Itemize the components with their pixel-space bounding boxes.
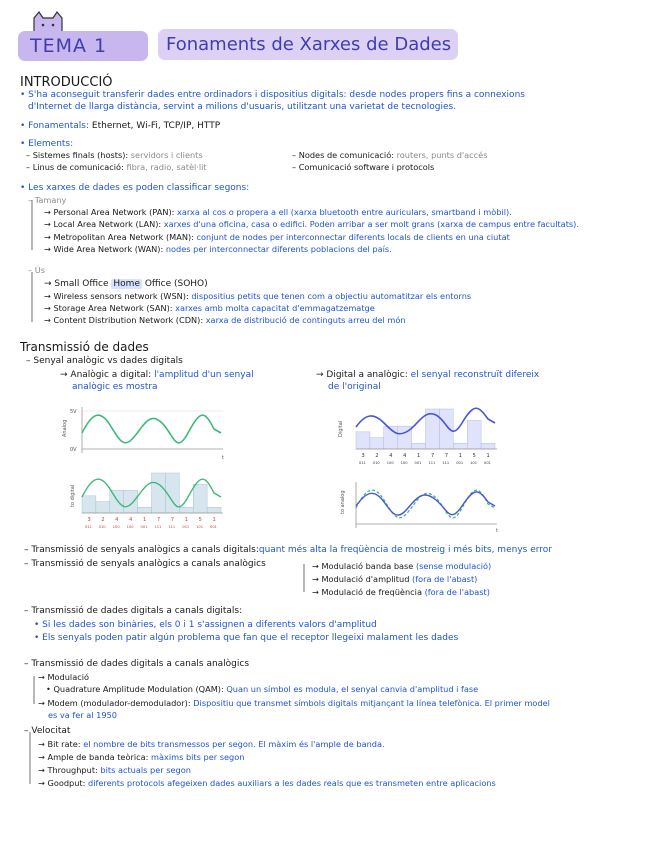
transmissio-line: – Transmissió de senyals analògics a canals digitals:quant més alta la freqüència de mostreig i més bits, menys error [24, 545, 552, 555]
element-links: – Linus de comunicació: fibra, radio, satèl·lit [26, 162, 207, 172]
sample-value-label: 1 [143, 517, 147, 523]
graph-y0: 0V [70, 447, 77, 453]
element-hosts: – Sistemes finals (hosts): servidors i clients [26, 150, 203, 160]
sample-value-label: 5 [198, 517, 202, 523]
us-item: → Wireless sensors network (WSN): dispositius petits que tenen com a objectiu automatitzar els entorns [44, 291, 472, 301]
sample-bits-label: 100 [400, 461, 408, 465]
us-item: → Storage Area Network (SAN): xarxes amb molta capacitat d'emmagatzematge [44, 303, 375, 313]
sample-bits-label: 101 [196, 525, 204, 529]
da-line1: → Digital a analògic: el senyal reconstruït difereix [316, 370, 540, 380]
sample-bits-label: 001 [210, 525, 217, 529]
sample-value-label: 1 [417, 453, 421, 459]
sample-bits-label: 111 [168, 525, 176, 529]
tamany-item: → Local Area Network (LAN): xarxes d'una oficina, casa o edifici. Poden arribar a ser molt grans (xarxa de campus entre facultats). [44, 219, 579, 229]
sample-bits-label: 100 [112, 525, 120, 529]
modulacio-item: → Modulació de freqüència (fora de l'abast) [312, 587, 490, 597]
sample-bits-label: 001 [182, 525, 190, 529]
sample-value-label: 7 [430, 453, 435, 459]
sample-bits-label: 010 [98, 525, 106, 529]
graph-ylabel: to analog [340, 490, 346, 514]
sample-bits-label: 100 [126, 525, 134, 529]
modem-line2: es va fer al 1950 [48, 710, 117, 720]
qam-line: • Quadrature Amplitude Modulation (QAM): Quan un símbol es modula, el senyal canvia d'amplitud i fase [46, 684, 479, 694]
sample-value-label: 4 [403, 453, 407, 459]
sample-value-label: 2 [101, 517, 105, 523]
sample-value-label: 1 [212, 517, 216, 523]
graph-ylabel: to digital [70, 484, 76, 507]
sample-bits-label: 011 [358, 461, 366, 465]
sample-bits-label: 100 [386, 461, 394, 465]
modulacio-item: → Modulació banda base (sense modulació) [312, 561, 492, 571]
velocitat-item: → Bit rate: el nombre de bits transmessos per segon. El màxim és l'ample de banda. [38, 739, 385, 749]
tamany-item: → Metropolitan Area Network (MAN): conjunt de nodes per interconnectar diferents locals de clients en una ciutat [44, 232, 510, 242]
us-item: → Small Office Home Office (SOHO) [44, 279, 208, 289]
sample-bits-label: 001 [414, 461, 422, 465]
ad-line2: analògic es mostra [72, 382, 158, 392]
elements-heading: • Elements: [20, 139, 74, 149]
velocitat-item: → Throughput: bits actuals per segon [38, 765, 191, 775]
page-title: Fonaments de Xarxes de Dades [166, 34, 452, 55]
tema-label: TEMA 1 [30, 35, 108, 57]
da-heading: – Transmissió de dades digitals a canals analògics [24, 659, 250, 669]
sample-value-label: 3 [87, 517, 91, 523]
us-label: – Ús [28, 265, 45, 275]
modem-line1: → Modem (modulador-demodulador): Dispositiu que transmet símbols digitals mitjançant la línea telefònica. El primer model [38, 698, 550, 708]
axis-t: t [222, 455, 224, 461]
tamany-item: → Wide Area Network (WAN): nodes per interconnectar diferents poblacions del país. [44, 244, 392, 254]
sample-bits-label: 001 [484, 461, 491, 465]
mod-label: → Modulació [38, 672, 90, 682]
dd-heading: – Transmissió de dades digitals a canals digitals: [24, 606, 243, 616]
sample-value-label: 4 [129, 517, 133, 523]
sample-value-label: 7 [444, 453, 449, 459]
sample-value-label: 7 [156, 517, 161, 523]
sample-value-label: 1 [486, 453, 490, 459]
sample-value-label: 7 [170, 517, 175, 523]
velocitat-item: → Goodput: diferents protocols afegeixen dades auxiliars a les dades reals que es transmeten entre aplicacions [38, 778, 496, 788]
us-item: → Content Distribution Network (CDN): xarxa de distribució de continguts arreu del món [44, 315, 406, 325]
da-line2: de l'original [328, 382, 381, 392]
sample-bits-label: 001 [456, 461, 464, 465]
sample-value-label: 2 [375, 453, 379, 459]
transmissio-line: – Transmissió de senyals analògics a canals analògics [24, 559, 266, 569]
sample-bits-label: 111 [442, 461, 450, 465]
tamany-item: → Personal Area Network (PAN): xarxa al cos o propera a ell (xarxa bluetooth entre auriculars, smartband i mòbil). [44, 207, 512, 217]
sample-value-label: 4 [389, 453, 393, 459]
intro-paragraph-line2: d'Internet de llarga distància, servint a milions d'usuaris, utilitzant una varietat de tecnologies. [28, 102, 457, 112]
graph-ylabel: Analog [62, 419, 68, 437]
velocitat-label: – Velocitat [24, 726, 71, 736]
sample-bits-label: 010 [372, 461, 380, 465]
sample-value-label: 1 [458, 453, 462, 459]
dd-bullet: • Si les dades son binàries, els 0 i 1 s'assignen a diferents valors d'amplitud [34, 620, 377, 630]
tamany-label: – Tamany [28, 195, 67, 205]
sample-bits-label: 101 [470, 461, 478, 465]
graph-y1: 5V [70, 409, 77, 415]
sample-bits-label: 111 [154, 525, 162, 529]
fonamentals-line: • Fonamentals: Ethernet, Wi-Fi, TCP/IP, HTTP [20, 121, 221, 131]
intro-heading: INTRODUCCIÓ [20, 75, 113, 90]
classif-heading: • Les xarxes de dades es poden classificar segons: [20, 183, 250, 193]
sample-value-label: 3 [361, 453, 365, 459]
element-nodes: – Nodes de comunicació: routers, punts d'accés [292, 150, 488, 160]
graph-ylabel: Digital [338, 420, 344, 437]
sample-bits-label: 011 [84, 525, 92, 529]
sample-bits-label: 001 [140, 525, 148, 529]
sample-value-label: 4 [115, 517, 119, 523]
axis-t: t [496, 528, 498, 534]
intro-paragraph-line1: • S'ha aconseguit transferir dades entre ordinadors i dispositius digitals: desde nodes propers fins a connexions [20, 90, 525, 100]
sample-bits-label: 111 [428, 461, 436, 465]
sample-value-label: 1 [184, 517, 188, 523]
ad-line1: → Analògic a digital: l'amplitud d'un senyal [60, 370, 254, 380]
transmissio-heading: Transmissió de dades [20, 340, 149, 354]
dd-bullet: • Els senyals poden patir algún problema que fan que el receptor llegeixi malament les dades [34, 633, 459, 643]
velocitat-item: → Ample de banda teòrica: màxims bits per segon [38, 752, 245, 762]
sample-value-label: 5 [472, 453, 476, 459]
element-software: – Comunicació software i protocols [292, 162, 435, 172]
senyal-heading: – Senyal analògic vs dades digitals [26, 356, 183, 366]
modulacio-item: → Modulació d'amplitud (fora de l'abast) [312, 574, 478, 584]
